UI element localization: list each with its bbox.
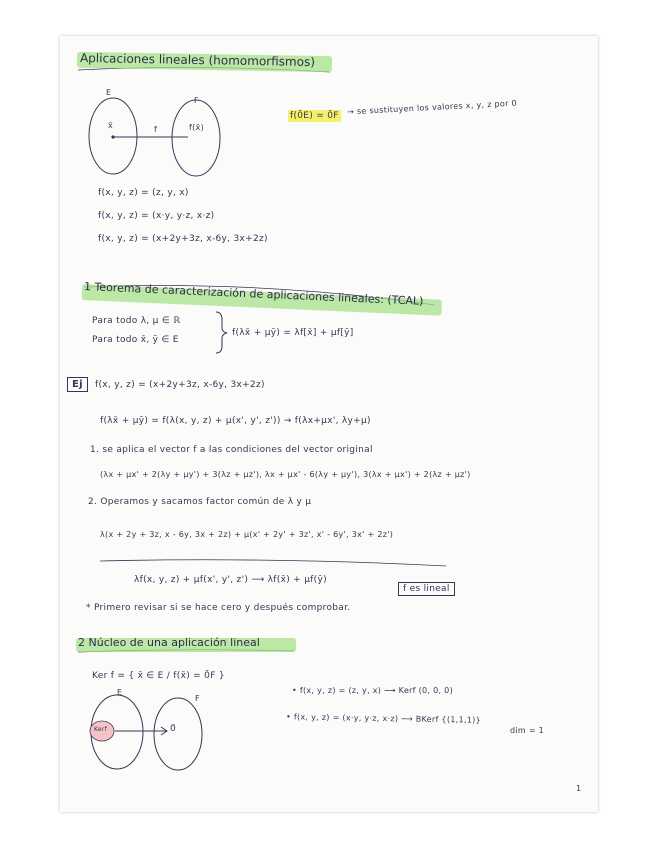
set-label-f: F [194,96,199,105]
kernel-example-2: • f(x, y, z) = (x·y, y·z, x·z) ⟶ BKerf {(1,1,1)} [285,712,482,725]
section-title-tcal: 1 Teorema de caracterización de aplicaciones lineales: (TCAL) [83,280,424,308]
method-note: * Primero revisar si se hace cero y después comprobar. [86,603,351,613]
zero-vector-rule: f(0̄E) = 0̄F [290,111,339,121]
linear-combination: λf(x, y, z) + μf(x', y', z') ⟶ λf(x̄) + μf(ȳ) [134,575,327,585]
factored-expression: λ(x + 2y + 3z, x - 6y, 3x + 2z) + μ(x' + 2y' + 3z', x' - 6y', 3x' + 2z') [100,530,394,539]
kernel-example-1: • f(x, y, z) = (z, y, x) ⟶ Kerf (0, 0, 0) [292,686,453,695]
section-title-nucleo: 2 Núcleo de una aplicación lineal [78,636,260,649]
zero-vector-label: 0̄ [170,724,177,734]
example-line-3: f(x, y, z) = (x+2y+3z, x-6y, 3x+2z) [98,234,268,244]
set-label-e: E [106,88,112,97]
example-substitution: f(λx̄ + μȳ) = f(λ(x, y, z) + μ(x', y', z')) → f(λx+μx', λy+μ) [100,416,371,426]
example-line-2: f(x, y, z) = (x·y, y·z, x·z) [98,211,215,221]
set-label-f-2: F [195,694,200,703]
kernel-definition: Ker f = { x̄ ∈ E / f(x̄) = 0̄F } [92,671,225,681]
arrow-label-f: f [154,125,158,134]
example-function: f(x, y, z) = (x+2y+3z, x-6y, 3x+2z) [95,380,265,390]
example-line-1: f(x, y, z) = (z, y, x) [98,188,189,198]
set-f-ellipse [172,100,220,176]
expanded-vector: (λx + μx' + 2(λy + μy') + 3(λz + μz'), λx + μx' - 6(λy + μy'), 3(λx + μx') + 2(λz + μz') [100,470,471,479]
condition-vectors: Para todo x̄, ȳ ∈ E [92,335,179,345]
step-2: 2. Operamos y sacamos factor común de λ y μ [88,497,312,507]
tcal-formula: f(λx̄ + μȳ) = λf[x̄] + μf[ȳ] [232,328,354,338]
page-number: 1 [576,784,582,793]
kernel-dimension: dim = 1 [510,726,545,735]
kernel-label: Kerf [94,726,108,733]
section-title-aplicaciones: Aplicaciones lineales (homomorfismos) [79,50,316,70]
set-f-ellipse-2 [154,698,202,770]
zero-vector-note: → se sustituyen los valores x, y, z por 0 [346,98,518,117]
condition-lambda-mu: Para todo λ, μ ∈ ℝ [92,316,181,326]
set-label-e-2: E [117,688,123,697]
element-x: x̄ [108,121,114,130]
element-fx: f(x̄) [189,123,204,132]
conclusion-box: f es lineal [398,582,455,596]
step-1: 1. se aplica el vector f a las condiciones del vector original [90,445,373,455]
example-tag: Ej [67,377,88,392]
